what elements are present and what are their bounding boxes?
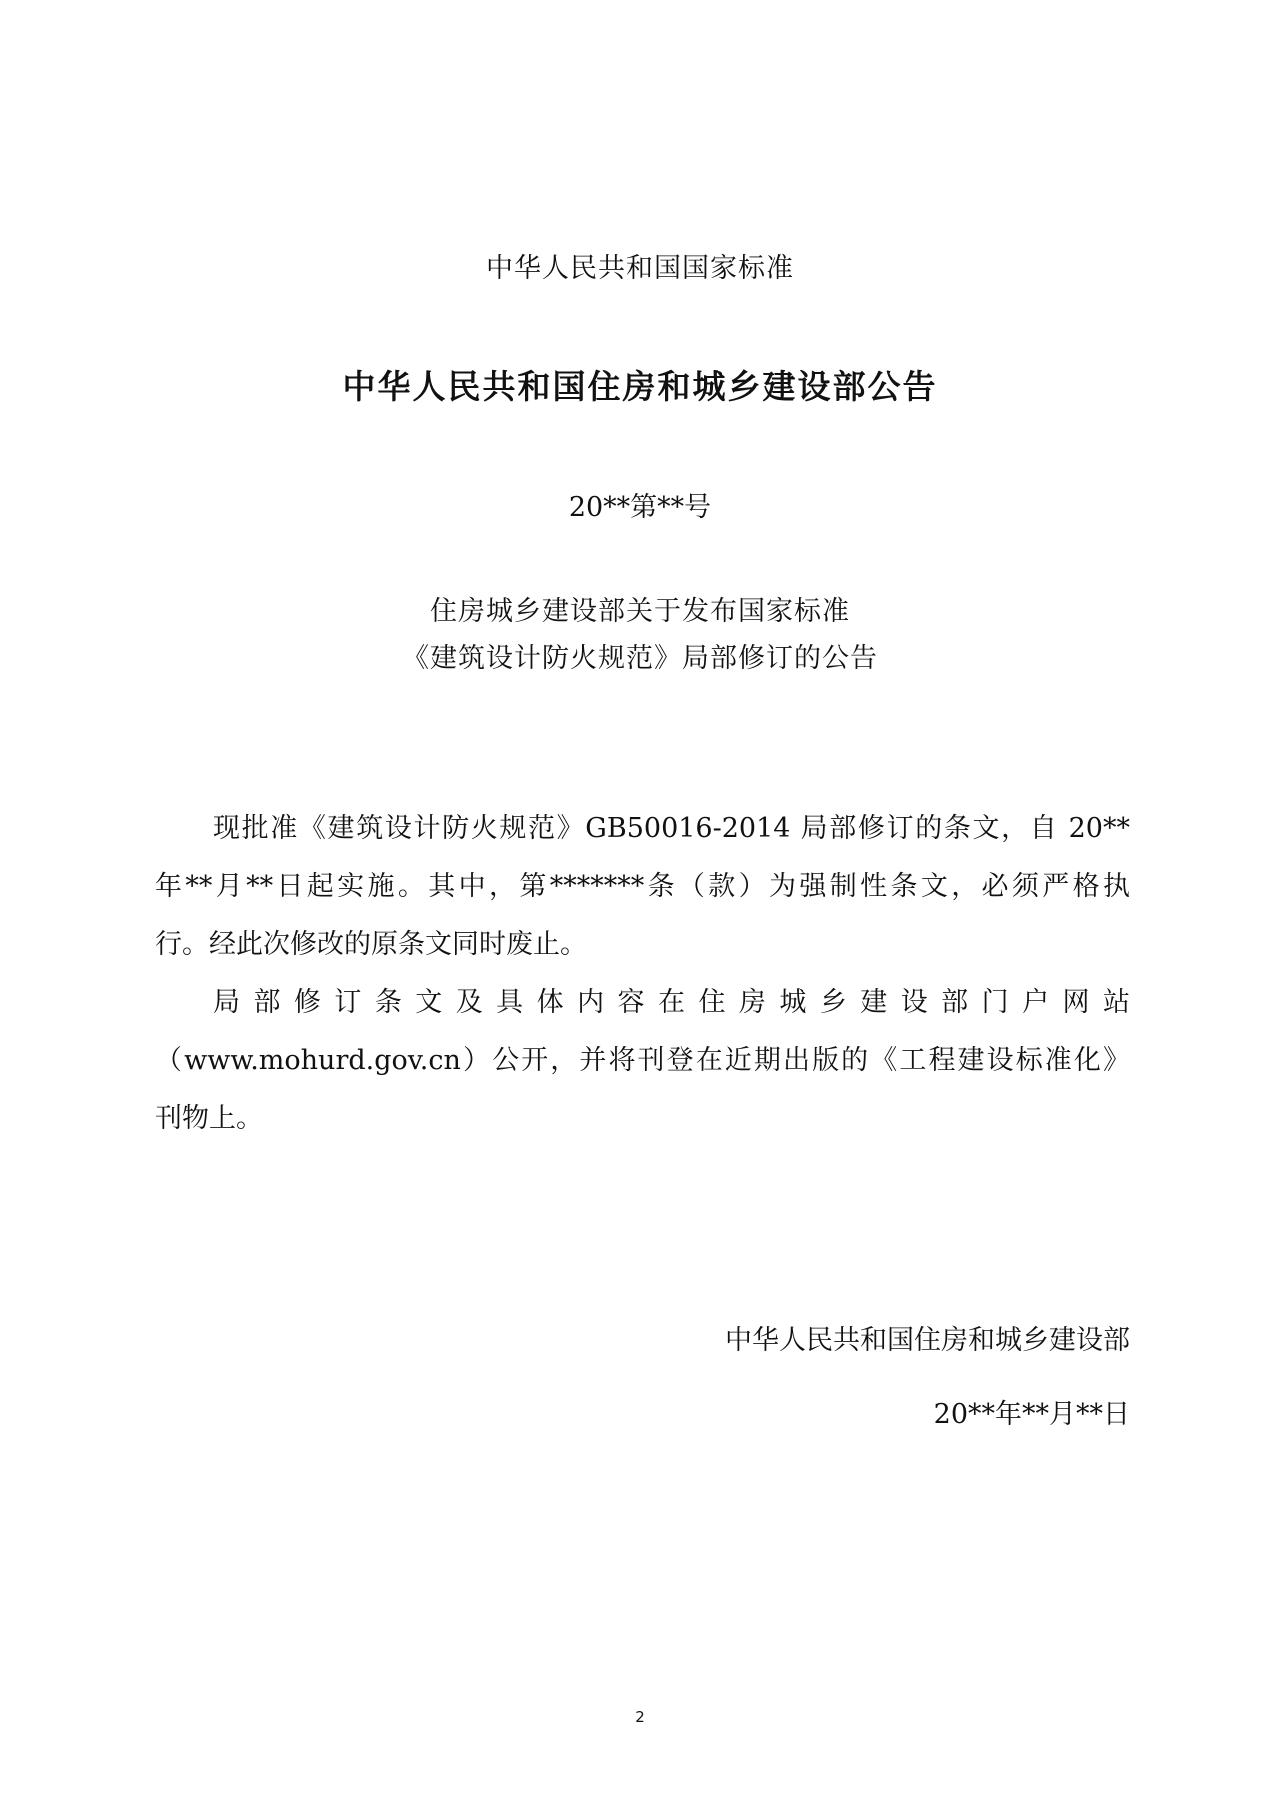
document-number: 20**第**号 [568, 492, 712, 523]
standard-label: 中华人民共和国国家标准 [486, 253, 794, 284]
body-paragraph-2 [155, 974, 1130, 1148]
paragraph-2-line-2: （www.mohurd.gov.cn）公开，并将刊登在近期出版的《工程建设标准化》 [155, 1045, 1130, 1076]
subject-title-line-2: 《建筑设计防火规范》局部修订的公告 [402, 643, 878, 674]
subject-title-line-1: 住房城乡建设部关于发布国家标准 [430, 596, 850, 627]
paragraph-2-line-3: 刊物上。 [155, 1103, 263, 1134]
body-paragraph-1 [155, 800, 1130, 974]
announcement-title: 中华人民共和国住房和城乡建设部公告 [342, 367, 938, 406]
paragraph-2-line-1: 局部修订条文及具体内容在住房城乡建设部门户网站 [213, 987, 1130, 1018]
signature-date: 20**年**月**日 [933, 1399, 1130, 1430]
paragraph-1-line-2: 年**月**日起实施。其中，第*******条（款）为强制性条文，必须严格执 [155, 871, 1130, 902]
page-number: 2 [635, 1708, 645, 1726]
signature-organization: 中华人民共和国住房和城乡建设部 [725, 1325, 1130, 1356]
paragraph-1-line-3: 行。经此次修改的原条文同时废止。 [155, 929, 587, 960]
paragraph-1-line-1: 现批准《建筑设计防火规范》GB50016-2014 局部修订的条文，自 20** [213, 813, 1130, 844]
